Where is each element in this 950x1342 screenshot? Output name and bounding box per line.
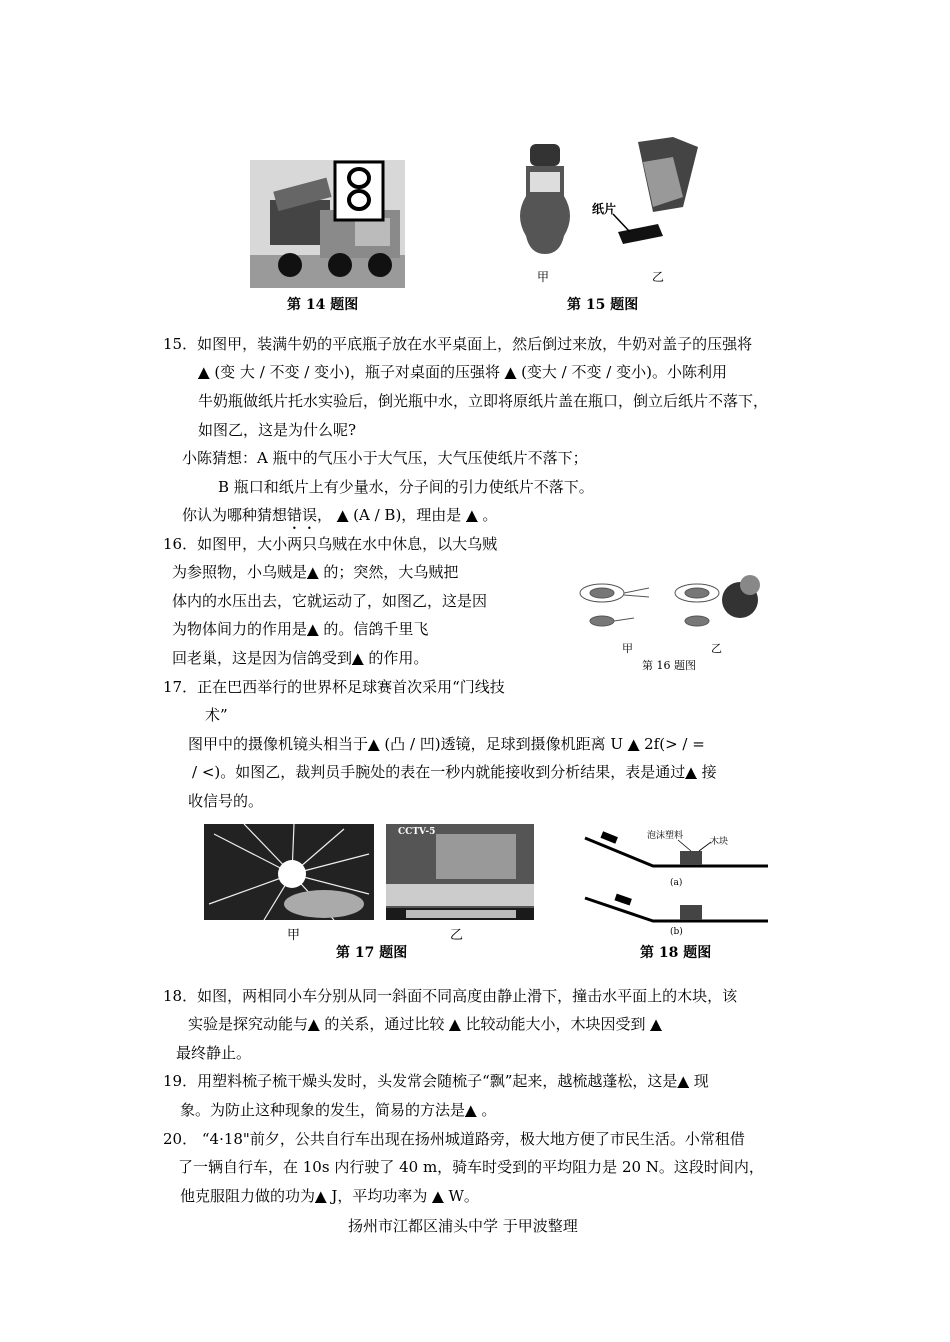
q20-line3: 他克服阻力做的功为▲ J，平均功率为 ▲ W。 xyxy=(180,1187,479,1205)
answer-blank[interactable]: ▲ xyxy=(432,1187,444,1205)
fig16-image xyxy=(572,565,772,637)
answer-blank[interactable]: ▲ xyxy=(650,1015,662,1033)
q16-line3: 体内的水压出去，它就运动了，如图乙，这是因 xyxy=(172,592,488,610)
q16-line4: 为物体间力的作用是▲ 的。信鸽千里飞 xyxy=(172,620,429,638)
q15-line5: 小陈猜想：A 瓶中的气压小于大气压，大气压使纸片不落下； xyxy=(182,449,588,467)
q15-line7: 你认为哪种猜想错误， ▲ (A / B)，理由是 ▲ 。 xyxy=(182,506,498,524)
fig18-label-a: (a) xyxy=(670,878,683,888)
fig15-label-yi: 乙 xyxy=(652,270,665,284)
answer-blank[interactable]: ▲ xyxy=(685,763,697,781)
q18-line1: 18．如图，两相同小车分别从同一斜面不同高度由静止滑下，撞击水平面上的木块，该 xyxy=(163,987,738,1005)
fig17-image-yi xyxy=(386,824,534,920)
q17-line3: 图甲中的摄像机镜头相当于▲ (凸 / 凹)透镜，足球到摄像机距离 U ▲ 2f(> / = xyxy=(188,735,705,753)
answer-blank[interactable]: ▲ xyxy=(308,1015,320,1033)
answer-blank[interactable]: ▲ xyxy=(504,363,517,381)
answer-blank[interactable]: ▲ xyxy=(336,506,349,524)
fig18-label-foam: 泡沫塑料 xyxy=(647,831,684,841)
q19-line1: 19．用塑料梳子梳干燥头发时，头发常会随梳子“飘”起来，越梳越蓬松，这是▲ 现 xyxy=(163,1072,709,1090)
answer-blank[interactable]: ▲ xyxy=(352,649,364,667)
q18-line2: 实验是探究动能与▲ 的关系，通过比较 ▲ 比较动能大小，木块因受到 ▲ xyxy=(188,1015,662,1033)
fig17-label-yi: 乙 xyxy=(450,928,464,943)
answer-blank[interactable]: ▲ xyxy=(466,506,478,524)
fig18-caption: 第 18 题图 xyxy=(640,945,712,961)
q16-line5: 回老巢，这是因为信鸽受到▲ 的作用。 xyxy=(172,649,429,667)
q16-line1: 16．如图甲，大小两只乌贼在水中休息，以大乌贼 xyxy=(163,535,498,553)
q15-line1: 15．如图甲，装满牛奶的平底瓶子放在水平桌面上，然后倒过来放，牛奶对盖子的压强将 xyxy=(163,335,753,353)
q17-line5: 收信号的。 xyxy=(188,792,264,810)
answer-blank[interactable]: ▲ xyxy=(307,563,319,581)
fig14-image xyxy=(250,160,405,288)
q18-line3: 最终静止。 xyxy=(176,1044,252,1062)
answer-blank[interactable]: ▲ xyxy=(677,1072,689,1090)
q15-line6: B 瓶口和纸片上有少量水，分子间的引力使纸片不落下。 xyxy=(218,478,594,496)
q19-line2: 象。为防止这种现象的发生，简易的方法是▲ 。 xyxy=(180,1101,497,1119)
q15-line4: 如图乙，这是为什么呢? xyxy=(198,421,357,439)
fig15-caption: 第 15 题图 xyxy=(567,297,639,313)
fig15-image xyxy=(518,132,703,260)
fig16-label-jia: 甲 xyxy=(622,642,633,655)
q17-line4: / <)。如图乙，裁判员手腕处的表在一秒内就能接收到分析结果，表是通过▲ 接 xyxy=(192,763,717,781)
fig18-label-block: 木块 xyxy=(710,837,729,847)
fig16-label-yi: 乙 xyxy=(711,642,722,655)
q20-line2: 了一辆自行车，在 10s 内行驶了 40 m，骑车时受到的平均阻力是 20 N。这段时间内， xyxy=(178,1158,764,1176)
fig17-tv-logo: CCTV-5 xyxy=(398,827,436,837)
fig17-label-jia: 甲 xyxy=(287,928,301,943)
answer-blank[interactable]: ▲ xyxy=(368,735,380,753)
fig18-label-b: (b) xyxy=(670,927,683,937)
q17-line2: 术” xyxy=(205,706,228,724)
fig14-caption: 第 14 题图 xyxy=(287,297,359,313)
answer-blank[interactable]: ▲ xyxy=(315,1187,327,1205)
fig17-image-jia xyxy=(204,824,374,920)
q15-line3: 牛奶瓶做纸片托水实验后，倒光瓶中水，立即将原纸片盖在瓶口，倒立后纸片不落下， xyxy=(198,392,769,410)
answer-blank[interactable]: ▲ xyxy=(465,1101,477,1119)
q17-line1: 17．正在巴西举行的世界杯足球赛首次采用“门线技 xyxy=(163,678,505,696)
q15-line2: ▲ (变 大 / 不变 / 变小)，瓶子对桌面的压强将 ▲ (变大 / 不变 / 变小)。小陈利用 xyxy=(198,363,727,381)
q16-line2: 为参照物，小乌贼是▲ 的；突然，大乌贼把 xyxy=(172,563,459,581)
answer-blank[interactable]: ▲ xyxy=(627,735,640,753)
fig15-label-zhipian: 纸片 xyxy=(592,202,617,216)
answer-blank[interactable]: ▲ xyxy=(198,363,210,381)
fig16-caption: 第 16 题图 xyxy=(642,659,696,672)
page-footer: 扬州市江都区浦头中学 于甲波整理 xyxy=(348,1217,578,1235)
q20-line1: 20． “4·18"前夕，公共自行车出现在扬州城道路旁，极大地方便了市民生活。小常租借 xyxy=(163,1130,745,1148)
fig17-caption: 第 17 题图 xyxy=(336,945,408,961)
answer-blank[interactable]: ▲ xyxy=(449,1015,461,1033)
answer-blank[interactable]: ▲ xyxy=(307,620,319,638)
fig15-label-jia: 甲 xyxy=(537,270,550,284)
